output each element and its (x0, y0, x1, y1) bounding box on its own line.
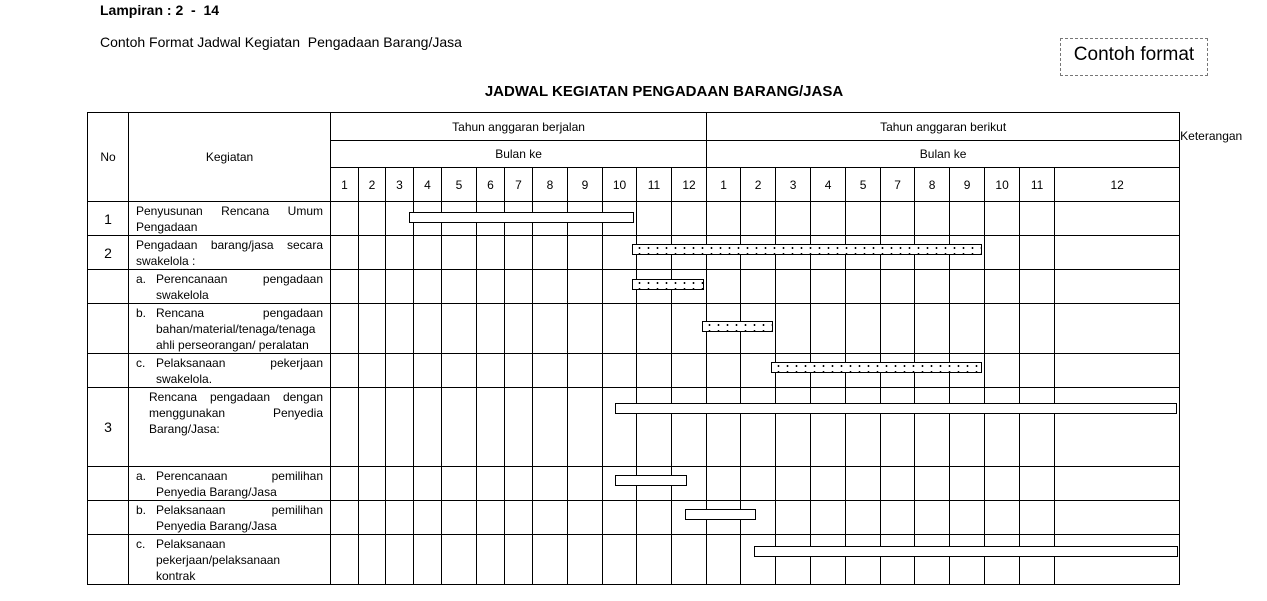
month-slot (603, 304, 637, 354)
month-slot (477, 388, 505, 467)
month-slot (672, 354, 707, 388)
month-slot (359, 270, 386, 304)
header-bulan-current: Bulan ke (331, 141, 707, 168)
month-cell: 6 (477, 168, 505, 202)
activity-cell (129, 202, 331, 236)
activity-cell (129, 388, 331, 467)
month-slot (359, 202, 386, 236)
month-slot (741, 467, 776, 501)
activity-row (88, 388, 1180, 467)
activity-text-line: pekerjaan/pelaksanaan (156, 553, 281, 567)
month-slot (603, 535, 637, 585)
month-slot (1055, 467, 1180, 501)
month-slot (414, 236, 442, 270)
month-slot (505, 236, 533, 270)
month-slot (1055, 354, 1180, 388)
month-slot (505, 388, 533, 467)
month-slot (386, 388, 414, 467)
gantt-bar (685, 509, 756, 520)
activity-text-line: Perencanaan pengadaan (156, 272, 323, 286)
gantt-bar (754, 546, 1178, 557)
month-slot (1020, 467, 1055, 501)
month-slot (331, 501, 359, 535)
month-slot (533, 236, 568, 270)
month-slot (741, 388, 776, 467)
month-slot (359, 501, 386, 535)
month-slot (477, 535, 505, 585)
month-slot (950, 270, 985, 304)
month-cell: 4 (811, 168, 846, 202)
activity-text-line: Pelaksanaan pemilihan (156, 503, 323, 517)
month-slot (950, 467, 985, 501)
row-number: 1 (88, 202, 129, 236)
month-slot (637, 202, 672, 236)
month-slot (637, 304, 672, 354)
month-slot (603, 354, 637, 388)
month-slot (915, 467, 950, 501)
month-slot (505, 270, 533, 304)
month-slot (568, 467, 603, 501)
month-cell: 9 (950, 168, 985, 202)
month-slot (568, 304, 603, 354)
activity-cell (129, 467, 331, 501)
activity-row (88, 535, 1180, 585)
month-slot (533, 467, 568, 501)
activity-row (88, 304, 1180, 354)
activity-text-line: Rencana pengadaan (156, 306, 323, 320)
activity-cell (129, 304, 331, 354)
month-slot (985, 354, 1020, 388)
activity-text-line: kontrak (156, 569, 196, 583)
month-slot (672, 535, 707, 585)
month-slot (1055, 236, 1180, 270)
month-slot (776, 501, 811, 535)
month-slot (359, 304, 386, 354)
month-slot (741, 535, 776, 585)
month-cell: 1 (331, 168, 359, 202)
month-slot (881, 388, 915, 467)
row-number: 3 (88, 388, 129, 467)
month-slot (414, 354, 442, 388)
month-slot (386, 535, 414, 585)
month-slot (1055, 501, 1180, 535)
row-number: 2 (88, 236, 129, 270)
month-slot (477, 501, 505, 535)
month-slot (331, 202, 359, 236)
header-no: No (88, 113, 129, 202)
month-slot (359, 467, 386, 501)
month-slot (881, 202, 915, 236)
row-number (88, 270, 129, 304)
month-slot (776, 304, 811, 354)
month-cell: 1 (707, 168, 741, 202)
month-slot (331, 270, 359, 304)
month-slot (1020, 501, 1055, 535)
activity-text-line: Pengadaan barang/jasa secara (136, 238, 323, 252)
month-slot (950, 304, 985, 354)
month-slot (950, 535, 985, 585)
activity-label: a. (136, 469, 147, 483)
month-slot (950, 501, 985, 535)
month-slot (442, 354, 477, 388)
activity-text-line: Rencana pengadaan dengan (149, 390, 323, 404)
month-cell: 8 (915, 168, 950, 202)
header-kegiatan: Kegiatan (129, 113, 331, 202)
month-slot (505, 354, 533, 388)
month-slot (331, 388, 359, 467)
month-slot (568, 354, 603, 388)
activity-text-line: Pelaksanaan pekerjaan (156, 356, 323, 370)
activity-cell (129, 501, 331, 535)
activity-text-line: swakelola. (156, 372, 213, 386)
month-slot (741, 270, 776, 304)
month-slot (672, 202, 707, 236)
month-slot (776, 388, 811, 467)
activity-text-line: Perencanaan pemilihan (156, 469, 323, 483)
month-slot (637, 501, 672, 535)
month-slot (331, 236, 359, 270)
activity-cell (129, 236, 331, 270)
month-slot (776, 467, 811, 501)
month-slot (637, 354, 672, 388)
month-slot (1055, 388, 1180, 467)
month-slot (505, 501, 533, 535)
month-slot (359, 354, 386, 388)
month-slot (331, 354, 359, 388)
month-slot (359, 535, 386, 585)
month-slot (505, 467, 533, 501)
month-slot (985, 535, 1020, 585)
month-slot (533, 304, 568, 354)
page-title: JADWAL KEGIATAN PENGADAAN BARANG/JASA (484, 83, 844, 100)
month-cell: 9 (568, 168, 603, 202)
month-slot (707, 202, 741, 236)
month-slot (331, 535, 359, 585)
row-number (88, 304, 129, 354)
month-slot (637, 535, 672, 585)
month-slot (915, 304, 950, 354)
month-slot (915, 388, 950, 467)
month-slot (414, 501, 442, 535)
activity-label: a. (136, 272, 147, 286)
month-cell: 12 (672, 168, 707, 202)
activity-text-line: swakelola (156, 288, 209, 302)
month-slot (533, 501, 568, 535)
month-slot (811, 501, 846, 535)
month-slot (386, 501, 414, 535)
month-slot (603, 388, 637, 467)
month-slot (811, 467, 846, 501)
month-slot (1020, 202, 1055, 236)
activity-row (88, 501, 1180, 535)
month-slot (1020, 304, 1055, 354)
month-cell: 3 (776, 168, 811, 202)
activity-label: b. (136, 306, 147, 320)
month-slot (672, 388, 707, 467)
month-slot (1020, 354, 1055, 388)
month-slot (533, 270, 568, 304)
month-slot (533, 388, 568, 467)
month-slot (846, 467, 881, 501)
month-slot (776, 202, 811, 236)
month-slot (331, 304, 359, 354)
row-number (88, 501, 129, 535)
month-slot (568, 535, 603, 585)
gantt-bar (615, 475, 687, 486)
activity-text-line: Pelaksanaan (156, 537, 226, 551)
month-slot (386, 354, 414, 388)
month-slot (811, 388, 846, 467)
month-cell: 2 (741, 168, 776, 202)
gantt-bar (771, 362, 982, 373)
gantt-bar (409, 212, 634, 223)
gantt-bar (615, 403, 1177, 414)
month-slot (881, 270, 915, 304)
month-slot (707, 354, 741, 388)
month-cell: 3 (386, 168, 414, 202)
month-slot (811, 304, 846, 354)
month-slot (846, 202, 881, 236)
month-slot (985, 467, 1020, 501)
activity-text-line: Penyusunan Rencana Umum (136, 204, 323, 218)
month-slot (386, 270, 414, 304)
month-slot (442, 270, 477, 304)
schedule-table (87, 112, 1243, 585)
month-slot (1055, 270, 1180, 304)
activity-cell (129, 354, 331, 388)
month-slot (1055, 202, 1180, 236)
month-slot (881, 304, 915, 354)
month-slot (985, 236, 1020, 270)
month-slot (776, 535, 811, 585)
activity-label: c. (136, 537, 146, 551)
month-slot (414, 467, 442, 501)
month-slot (950, 202, 985, 236)
month-slot (359, 236, 386, 270)
month-slot (846, 304, 881, 354)
month-slot (811, 202, 846, 236)
month-slot (359, 388, 386, 467)
month-slot (414, 535, 442, 585)
month-slot (1020, 236, 1055, 270)
month-slot (442, 501, 477, 535)
month-slot (568, 388, 603, 467)
activity-label: c. (136, 356, 146, 370)
header-row-years: No Kegiatan Tahun anggaran berjalan Tahun anggaran berikut Keterangan (88, 113, 1180, 141)
activity-cell (129, 270, 331, 304)
header-bulan-next: Bulan ke (707, 141, 1180, 168)
month-slot (442, 535, 477, 585)
month-slot (1020, 535, 1055, 585)
month-slot (707, 467, 741, 501)
month-slot (414, 270, 442, 304)
month-slot (568, 236, 603, 270)
month-slot (568, 270, 603, 304)
month-slot (846, 501, 881, 535)
month-cell: 5 (442, 168, 477, 202)
month-slot (442, 236, 477, 270)
month-slot (1055, 535, 1180, 585)
month-cell: 11 (637, 168, 672, 202)
activity-text-line: menggunakan Penyedia (149, 406, 323, 420)
month-slot (985, 388, 1020, 467)
month-cell: 2 (359, 168, 386, 202)
month-cell: 4 (414, 168, 442, 202)
month-cell: 7 (505, 168, 533, 202)
month-slot (505, 535, 533, 585)
month-slot (915, 202, 950, 236)
month-slot (1020, 388, 1055, 467)
month-slot (1020, 270, 1055, 304)
gantt-bar (632, 279, 704, 290)
month-slot (985, 202, 1020, 236)
month-slot (533, 535, 568, 585)
month-slot (846, 270, 881, 304)
activity-row (88, 354, 1180, 388)
row-number (88, 467, 129, 501)
header-year-next: Tahun anggaran berikut (707, 113, 1180, 141)
month-slot (637, 388, 672, 467)
month-slot (477, 304, 505, 354)
month-slot (477, 467, 505, 501)
month-slot (477, 354, 505, 388)
header-year-current: Tahun anggaran berjalan (331, 113, 707, 141)
row-number (88, 354, 129, 388)
month-slot (985, 304, 1020, 354)
month-slot (331, 467, 359, 501)
activity-cell (129, 535, 331, 585)
lampiran-label: Lampiran : 2 - 14 (100, 2, 220, 18)
contoh-format-box: Contoh format (1060, 38, 1208, 76)
month-slot (707, 388, 741, 467)
month-slot (881, 535, 915, 585)
month-slot (985, 270, 1020, 304)
month-slot (442, 467, 477, 501)
activity-text-line: swakelola : (136, 254, 196, 268)
activity-label: b. (136, 503, 147, 517)
activity-text-line: Penyedia Barang/Jasa (156, 485, 277, 499)
document-subtitle: Contoh Format Jadwal Kegiatan Pengadaan Barang/Jasa (100, 34, 462, 50)
month-slot (741, 202, 776, 236)
month-slot (442, 304, 477, 354)
month-slot (950, 388, 985, 467)
month-slot (414, 304, 442, 354)
month-slot (846, 388, 881, 467)
month-cell: 5 (846, 168, 881, 202)
month-slot (533, 354, 568, 388)
month-slot (386, 467, 414, 501)
activity-text-line: Pengadaan (136, 220, 198, 234)
month-slot (414, 388, 442, 467)
month-slot (707, 270, 741, 304)
activity-text-line: bahan/material/tenaga/tenaga (156, 322, 316, 336)
month-slot (442, 388, 477, 467)
gantt-bar (632, 244, 982, 255)
gantt-bar (702, 321, 773, 332)
month-slot (985, 501, 1020, 535)
activity-text-line: Barang/Jasa: (149, 422, 220, 436)
month-slot (386, 236, 414, 270)
month-cell: 10 (603, 168, 637, 202)
row-number (88, 535, 129, 585)
month-slot (477, 236, 505, 270)
month-slot (603, 501, 637, 535)
month-slot (1055, 304, 1180, 354)
month-slot (881, 501, 915, 535)
month-slot (846, 535, 881, 585)
activity-text-line: Penyedia Barang/Jasa (156, 519, 277, 533)
month-slot (811, 535, 846, 585)
month-cell: 7 (881, 168, 915, 202)
month-cell: 12 (1055, 168, 1180, 202)
month-slot (707, 535, 741, 585)
month-cell: 8 (533, 168, 568, 202)
activity-text-line: ahli perseorangan/ peralatan (156, 338, 309, 352)
month-slot (776, 270, 811, 304)
month-slot (811, 270, 846, 304)
month-slot (915, 501, 950, 535)
month-slot (477, 270, 505, 304)
month-slot (505, 304, 533, 354)
month-slot (386, 304, 414, 354)
month-slot (881, 467, 915, 501)
month-cell: 11 (1020, 168, 1055, 202)
month-slot (568, 501, 603, 535)
month-slot (915, 535, 950, 585)
month-cell: 10 (985, 168, 1020, 202)
month-slot (915, 270, 950, 304)
